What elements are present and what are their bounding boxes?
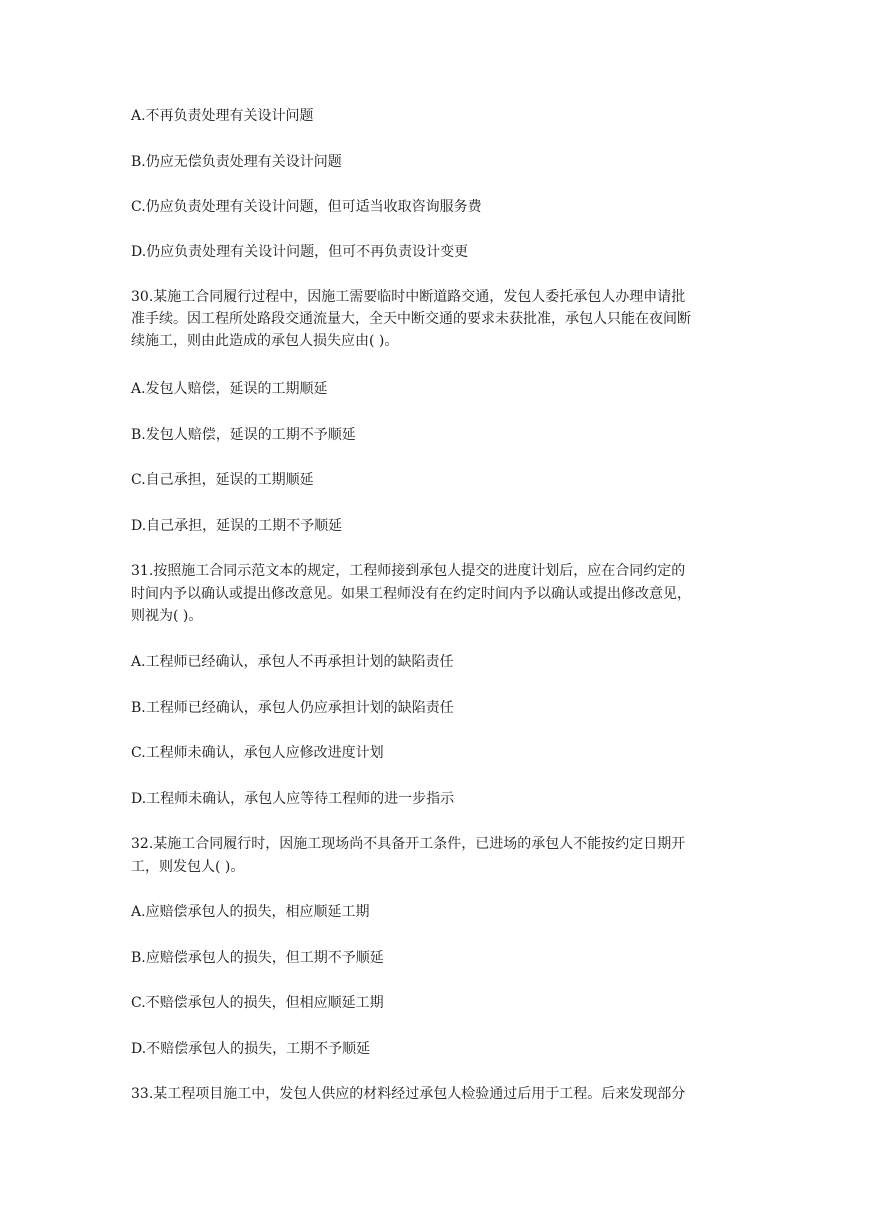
q30-option-b: B.发包人赔偿，延误的工期不予顺延: [131, 427, 356, 443]
q32-stem-line-1: 32.某施工合同履行时，因施工现场尚不具备开工条件，已进场的承包人不能按约定日期开: [131, 836, 686, 852]
q31-option-b: B.工程师已经确认，承包人仍应承担计划的缺陷责任: [131, 700, 454, 716]
q31-option-c: C.工程师未确认，承包人应修改进度计划: [131, 745, 384, 761]
q32-option-d: D.不赔偿承包人的损失，工期不予顺延: [131, 1041, 371, 1057]
q31-stem-line-1: 31.按照施工合同示范文本的规定，工程师接到承包人提交的进度计划后，应在合同约定的: [131, 563, 686, 579]
q30-option-a: A.发包人赔偿，延误的工期顺延: [131, 381, 328, 397]
q29-option-d: D.仍应负责处理有关设计问题，但可不再负责设计变更: [131, 244, 469, 260]
q30-stem-line-1: 30.某施工合同履行过程中，因施工需要临时中断道路交通，发包人委托承包人办理申请批: [131, 289, 686, 305]
q32-option-a: A.应赔偿承包人的损失，相应顺延工期: [131, 904, 370, 920]
q31-option-a: A.工程师已经确认，承包人不再承担计划的缺陷责任: [131, 654, 454, 670]
q31-stem-line-3: 则视为( )。: [131, 608, 203, 624]
q30-option-d: D.自己承担，延误的工期不予顺延: [131, 518, 343, 534]
q30-option-c: C.自己承担，延误的工期顺延: [131, 472, 314, 488]
q31-stem-line-2: 时间内予以确认或提出修改意见。如果工程师没有在约定时间内予以确认或提出修改意见，: [131, 586, 691, 602]
q29-option-a: A.不再负责处理有关设计问题: [131, 108, 314, 124]
q33-stem-line-1: 33.某工程项目施工中，发包人供应的材料经过承包人检验通过后用于工程。后来发现部分: [131, 1086, 686, 1102]
q29-option-c: C.仍应负责处理有关设计问题，但可适当收取咨询服务费: [131, 199, 482, 215]
q30-stem-line-3: 续施工，则由此造成的承包人损失应由( )。: [131, 333, 399, 349]
q32-stem-line-2: 工，则发包人( )。: [131, 859, 245, 875]
q31-option-d: D.工程师未确认，承包人应等待工程师的进一步指示: [131, 791, 455, 807]
q32-option-c: C.不赔偿承包人的损失，但相应顺延工期: [131, 995, 384, 1011]
q29-option-b: B.仍应无偿负责处理有关设计问题: [131, 154, 342, 170]
q32-option-b: B.应赔偿承包人的损失，但工期不予顺延: [131, 950, 384, 966]
q30-stem-line-2: 准手续。因工程所处路段交通流量大，全天中断交通的要求未获批准，承包人只能在夜间断: [131, 311, 691, 327]
